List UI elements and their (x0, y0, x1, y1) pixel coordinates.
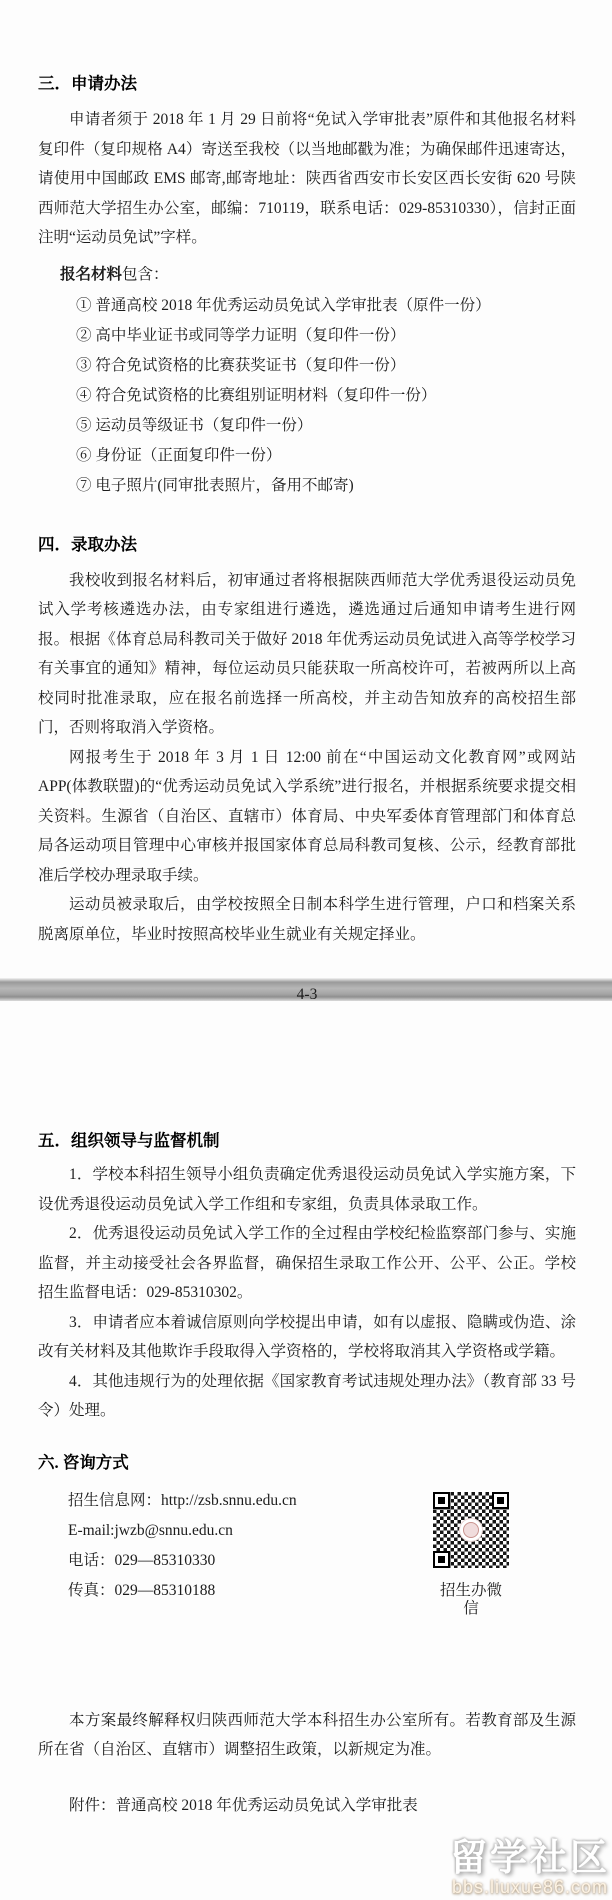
attachment-line: 附件：普通高校 2018 年优秀运动员免试入学审批表 (69, 1796, 418, 1814)
page-2 (0, 1001, 612, 1900)
qr-finder-icon (433, 1551, 450, 1568)
qr-caption: 招生办微信 (439, 1582, 502, 1617)
closing-paragraph: 本方案最终解释权归陕西师范大学本科招生办公室所有。若教育部及生源所在省（自治区、直辖市）调整招生政策，以新规定为准。 (38, 1711, 576, 1758)
list-item: ⑤ 运动员等级证书（复印件一份） (76, 416, 313, 434)
page-number: 4-3 (296, 986, 318, 1003)
university-seal-icon (460, 1519, 482, 1541)
section5-item-1: 1．学校本科招生领导小组负责确定优秀退役运动员免试入学实施方案，下设优秀退役运动员免试入学工作组和专家组，负责具体录取工作。 (38, 1166, 576, 1213)
list-item: ② 高中毕业证书或同等学力证明（复印件一份） (76, 326, 406, 344)
contact-email: E-mail:jwzb@snnu.edu.cn (68, 1521, 233, 1539)
section4-paragraph-2: 网报考生于 2018 年 3 月 1 日 12:00 前在“中国运动文化教育网”或网站 APP(体教联盟)的“优秀运动员免试入学系统”进行报名，并根据系统要求提交相关资料。生源省（自治区、直辖市）体育局、中央军委体育管理部门和体育总局各运动项目管理中心审核并报国家体育总局科教司复核、公示，经教育部批准后学校办理录取手续。 (38, 748, 576, 884)
qr-code-image (433, 1492, 509, 1568)
materials-list (38, 291, 576, 501)
watermark-title: 留学社区 (450, 1837, 610, 1878)
materials-label: 报名材料 (60, 265, 123, 283)
section5-item-2: 2．优秀退役运动员免试入学工作的全过程由学校纪检监察部门参与、实施监督，并主动接受社会各界监督，确保招生录取工作公开、公平、公正。学校招生监督电话：029-85310302。 (38, 1225, 576, 1301)
section3-paragraph: 申请者须于 2018 年 1 月 29 日前将“免试入学审批表”原件和其他报名材料复印件（复印规格 A4）寄送至我校（以当地邮戳为准；为确保邮件迅速寄达，请使用中国邮政 EMS 邮寄,邮寄地址：陕西省西安市长安区西长安街 620 号陕西师范大学招生办公室，邮编：710119，联系电话：029-85310330），信封正面注明“运动员免试”字样。 (38, 111, 576, 246)
contact-phone: 电话：029—85310330 (68, 1551, 216, 1569)
list-item: ① 普通高校 2018 年优秀运动员免试入学审批表（原件一份） (76, 296, 491, 314)
section4-heading: 四．录取办法 (38, 534, 137, 554)
list-item: ④ 符合免试资格的比赛组别证明材料（复印件一份） (76, 386, 437, 404)
section4-paragraph-3: 运动员被录取后，由学校按照全日制本科学生进行管理，户口和档案关系脱离原单位，毕业时按照高校毕业生就业有关规定择业。 (38, 896, 576, 943)
section6-heading: 六. 咨询方式 (38, 1452, 129, 1472)
contact-fax: 传真：029—85310188 (68, 1581, 216, 1599)
watermark-url: bbs.liuxue86.com (451, 1877, 609, 1897)
section4-paragraph-1: 我校收到报名材料后，初审通过者将根据陕西师范大学优秀退役运动员免试入学考核遴选办法，由专家组进行遴选，遴选通过后通知申请考生进行网报。根据《体育总局科教司关于做好 2018 年优秀运动员免试进入高等学校学习有关事宜的通知》精神，每位运动员只能获取一所高校许可，若被两所以上高校同时批准录取，应在报名前选择一所高校，并主动告知放弃的高校招生部门，否则将取消入学资格。 (38, 571, 576, 736)
list-item: ③ 符合免试资格的比赛获奖证书（复印件一份） (76, 356, 406, 374)
wechat-qr-block (433, 1492, 509, 1618)
list-item: ⑦ 电子照片(同审批表照片，备用不邮寄) (76, 476, 354, 494)
list-item: ⑥ 身份证（正面复印件一份） (76, 446, 282, 464)
materials-suffix: 包含： (122, 265, 169, 283)
section5-item-4: 4．其他违规行为的处理依据《国家教育考试违规处理办法》（教育部 33 号令）处理。 (38, 1372, 576, 1419)
qr-finder-icon (492, 1492, 509, 1509)
qr-finder-icon (433, 1492, 450, 1509)
contact-website: 招生信息网：http://zsb.snnu.edu.cn (68, 1491, 297, 1509)
section3-heading: 三．申请办法 (38, 74, 137, 93)
site-watermark (450, 1839, 610, 1896)
section5-heading: 五．组织领导与监督机制 (38, 1131, 220, 1150)
section5-item-3: 3．申请者应本着诚信原则向学校提出申请，如有以虚报、隐瞒或伪造、涂改有关材料及其他欺诈手段取得入学资格的，学校将取消其入学资格或学籍。 (38, 1313, 576, 1360)
materials-intro (60, 260, 576, 289)
